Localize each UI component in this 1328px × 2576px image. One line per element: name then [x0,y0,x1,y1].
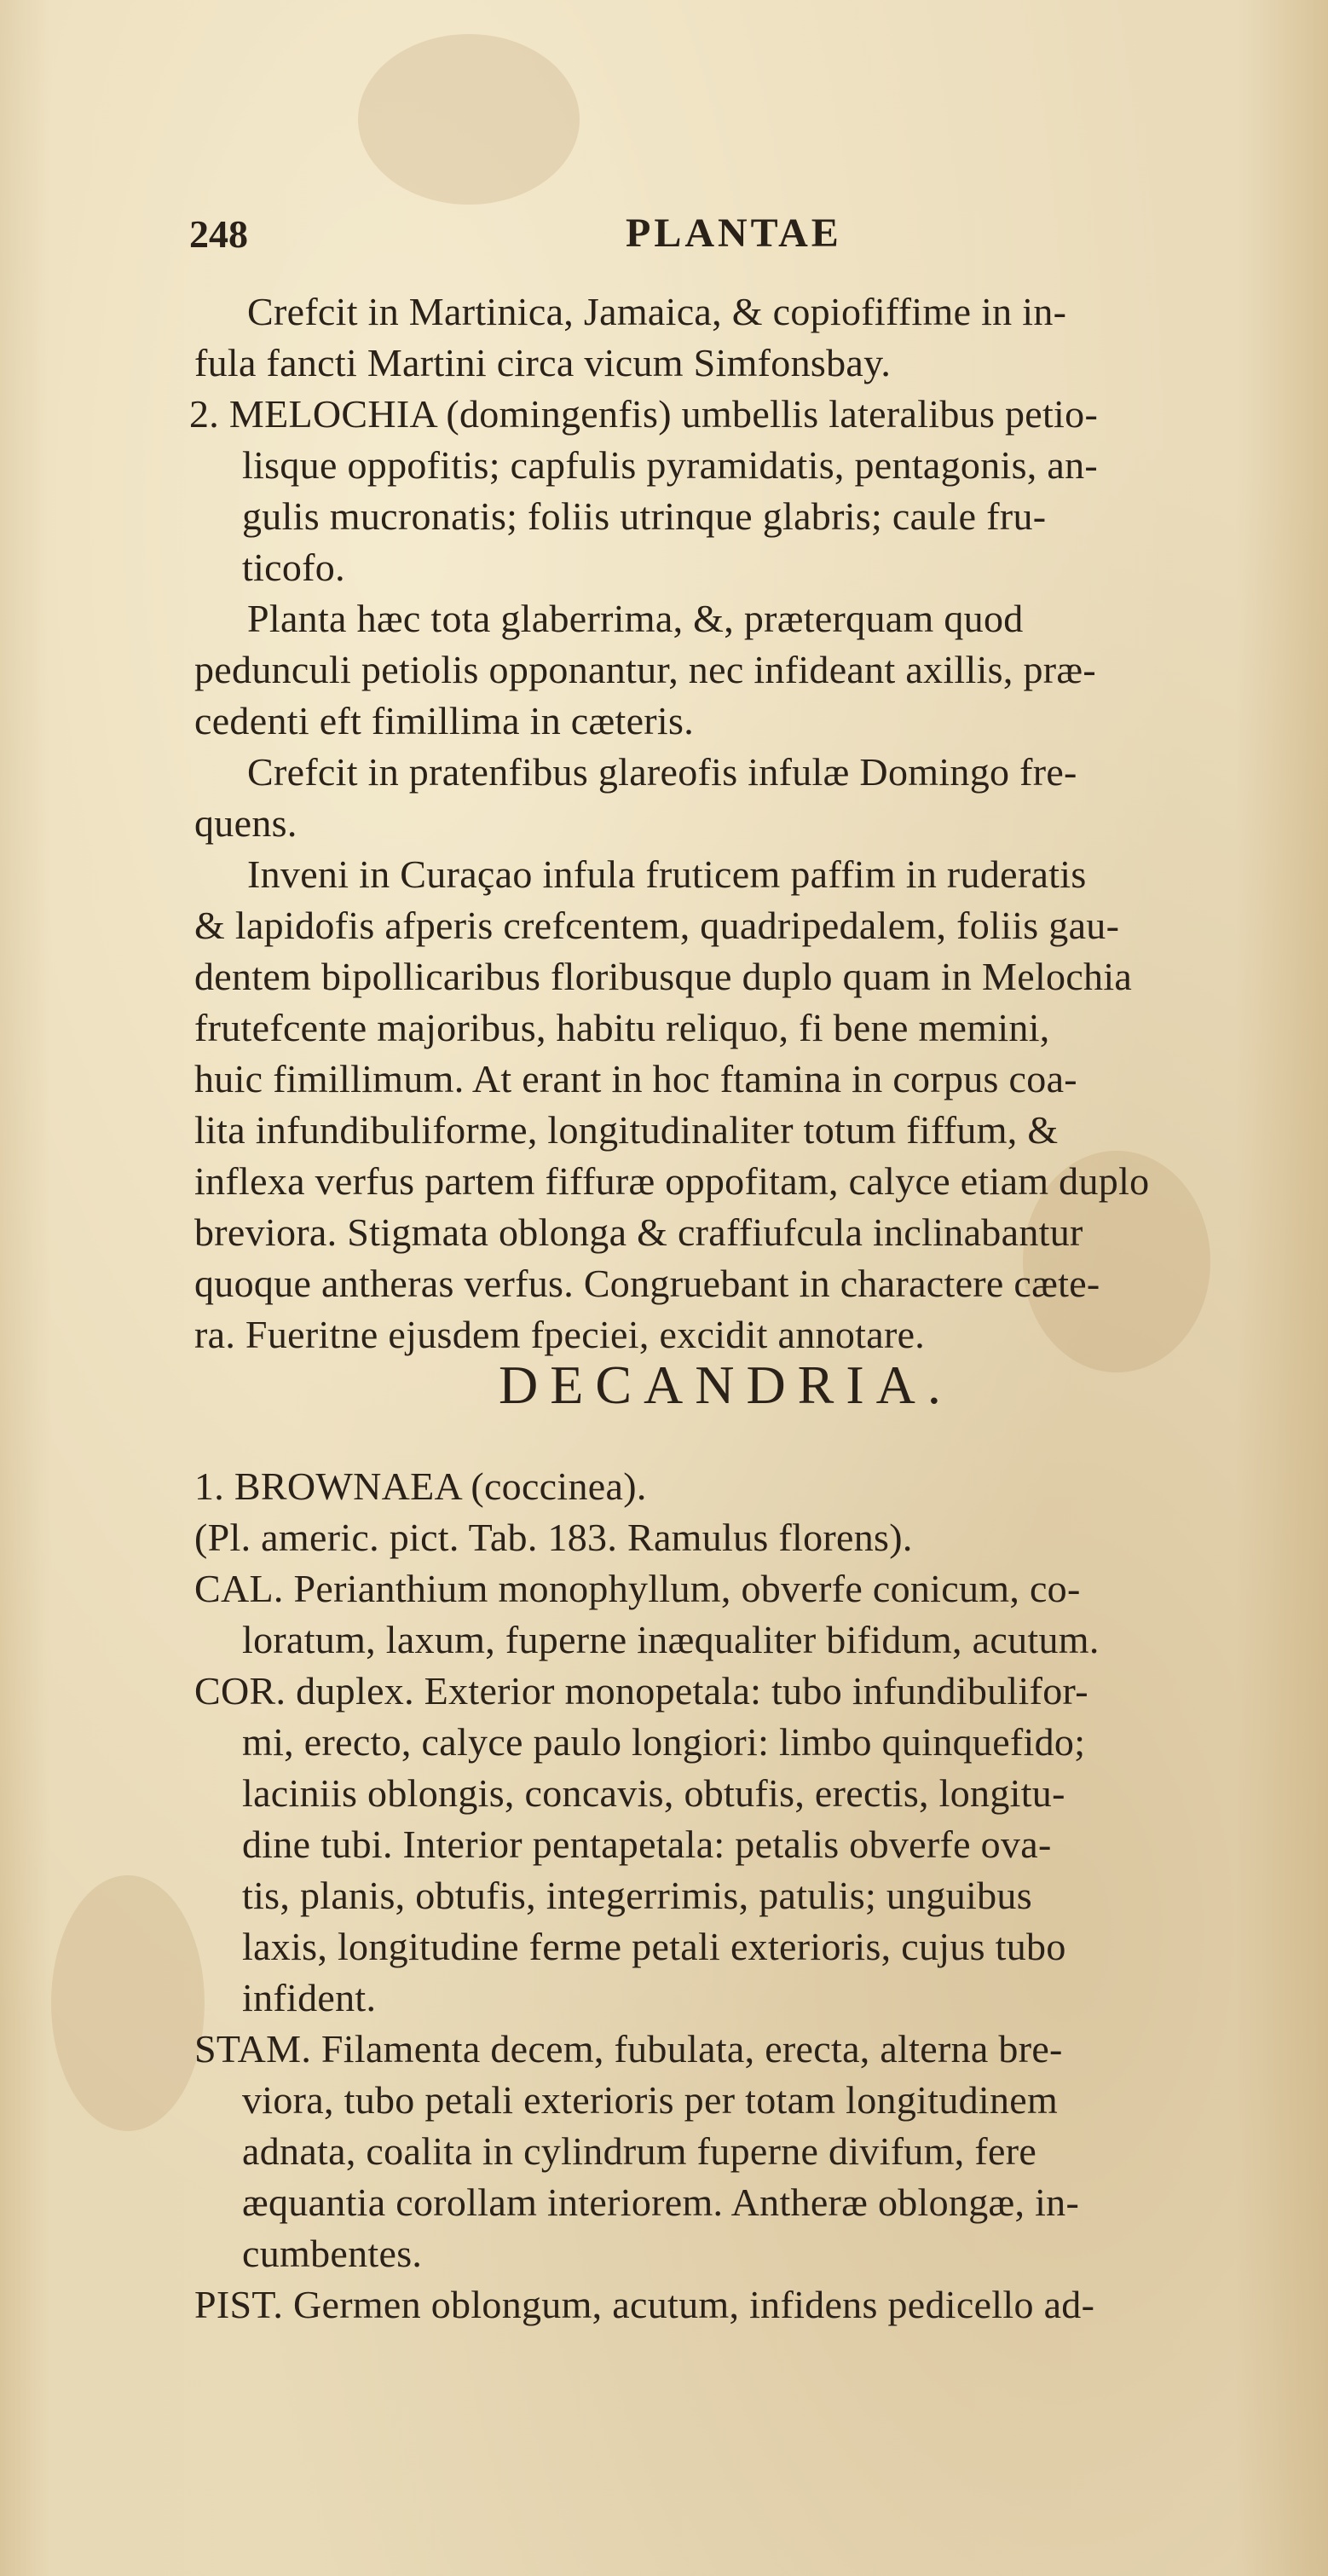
text-line: STAM. Filamenta decem, fubulata, erecta, alterna bre- [194,2027,1063,2071]
text-line: PIST. Germen oblongum, acutum, infidens pedicello ad- [194,2283,1095,2326]
text-line: lita infundibuliforme, longitudinaliter totum fiffum, & [194,1108,1059,1152]
text-line: laxis, longitudine ferme petali exterioris, cujus tubo [242,1925,1066,1968]
text-line: cedenti eft fimillima in cæteris. [194,699,695,742]
text-line: infident. [242,1976,377,2019]
text-line: fula fancti Martini circa vicum Simfonsbay. [194,341,892,384]
text-line: CAL. Perianthium monophyllum, obverfe conicum, co- [194,1567,1081,1610]
page-number: 248 [189,212,248,256]
running-title: PLANTAE [626,211,842,256]
text-line: COR. duplex. Exterior monopetala: tubo infundibulifor- [194,1669,1088,1713]
genus-heading: 1. BROWNAEA (coccinea). [194,1464,647,1508]
text-line: tis, planis, obtufis, integerrimis, patulis; unguibus [242,1874,1032,1917]
text-line: inflexa verfus partem fiffuræ oppofitam, calyce etiam duplo [194,1159,1150,1203]
text-line: 2. MELOCHIA (domingenfis) umbellis lateralibus petio- [189,392,1099,436]
text-line: cumbentes. [242,2232,423,2275]
text-line: quens. [194,801,297,845]
text-line: Crefcit in pratenfibus glareofis infulæ Domingo fre- [247,750,1077,794]
section-heading: DECANDRIA. [499,1354,953,1415]
text-line: gulis mucronatis; foliis utrinque glabris; caule fru- [242,494,1047,538]
text-line: dentem bipollicaribus floribusque duplo quam in Melochia [194,955,1133,998]
paper-stain [358,34,580,205]
text-line: frutefcente majoribus, habitu reliquo, fi bene memini, [194,1006,1050,1049]
text-line: loratum, laxum, fuperne inæqualiter bifidum, acutum. [242,1618,1100,1661]
text-line: quoque antheras verfus. Congruebant in charactere cæte- [194,1262,1100,1305]
text-line: Inveni in Curaçao infula fruticem paffim in ruderatis [247,852,1087,896]
text-line: lisque oppofitis; capfulis pyramidatis, pentagonis, an- [242,443,1099,487]
text-line: laciniis oblongis, concavis, obtufis, erectis, longitu- [242,1771,1065,1815]
reference-line: (Pl. americ. pict. Tab. 183. Ramulus florens). [194,1516,913,1559]
text-line: Planta hæc tota glaberrima, &, præterquam quod [247,597,1024,640]
text-line: Crefcit in Martinica, Jamaica, & copiofiffime in in- [247,290,1067,333]
text-line: ra. Fueritne ejusdem fpeciei, excidit annotare. [194,1313,926,1356]
text-line: breviora. Stigmata oblonga & craffiufcula inclinabantur [194,1210,1083,1254]
text-line: mi, erecto, calyce paulo longiori: limbo quinquefido; [242,1720,1086,1764]
paper-stain [51,1875,205,2131]
text-line: & lapidofis afperis crefcentem, quadripedalem, foliis gau- [194,904,1120,947]
text-line: æquantia corollam interiorem. Antheræ oblongæ, in- [242,2180,1080,2224]
text-line: adnata, coalita in cylindrum fuperne divifum, fere [242,2129,1037,2173]
text-line: dine tubi. Interior pentapetala: petalis obverfe ova- [242,1822,1052,1866]
text-line: pedunculi petiolis opponantur, nec infideant axillis, præ- [194,648,1096,691]
text-line: huic fimillimum. At erant in hoc ftamina in corpus coa- [194,1057,1077,1100]
text-line: viora, tubo petali exterioris per totam longitudinem [242,2078,1059,2122]
text-line: ticofo. [242,546,345,589]
